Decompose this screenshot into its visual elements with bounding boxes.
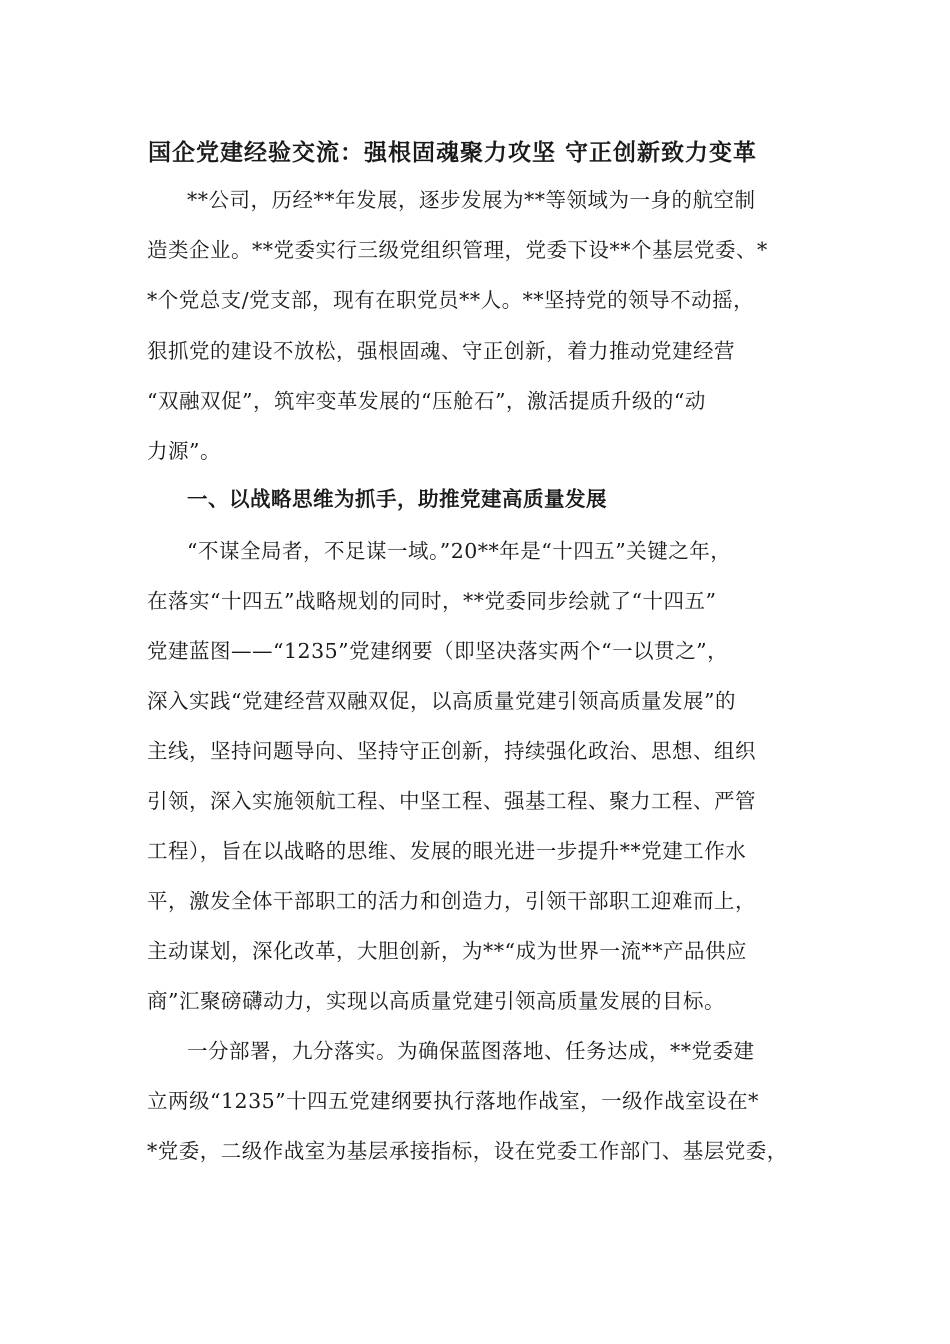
paragraph-2-line-4: 深入实践“党建经营双融双促，以高质量党建引领高质量发展”的 [147, 689, 736, 713]
document-title: 国企党建经验交流：强根固魂聚力攻坚 守正创新致力变革 [148, 139, 758, 166]
paragraph-2-line-8: 平，激发全体干部职工的活力和创造力，引领干部职工迎难而上， [147, 889, 756, 913]
paragraph-2-line-9: 主动谋划，深化改革，大胆创新，为**“成为世界一流**产品供应 [147, 939, 747, 963]
paragraph-1-line-3: *个党总支/党支部，现有在职党员**人。**坚持党的领导不动摇， [147, 288, 755, 312]
paragraph-1-line-1: **公司，历经**年发展，逐步发展为**等领域为一身的航空制 [187, 188, 756, 212]
paragraph-2-line-7: 工程），旨在以战略的思维、发展的眼光进一步提升**党建工作水 [147, 839, 747, 863]
paragraph-3-line-2: 立两级“1235”十四五党建纲要执行落地作战室，一级作战室设在* [147, 1089, 759, 1113]
paragraph-1-line-6: 力源”。 [147, 439, 221, 463]
paragraph-3-line-1: 一分部署，九分落实。为确保蓝图落地、任务达成，**党委建 [187, 1039, 755, 1063]
paragraph-3-line-3: *党委，二级作战室为基层承接指标，设在党委工作部门、基层党委， [147, 1139, 788, 1163]
paragraph-2-line-1: “不谋全局者，不足谋一域。”20**年是“十四五”关键之年， [187, 539, 732, 563]
paragraph-2-line-5: 主线，坚持问题导向、坚持守正创新，持续强化政治、思想、组织 [147, 739, 756, 763]
section-heading-1: 一、以战略思维为抓手，助推党建高质量发展 [187, 487, 607, 511]
paragraph-2-line-6: 引领，深入实施领航工程、中坚工程、强基工程、聚力工程、严管 [147, 789, 756, 813]
paragraph-2-line-2: 在落实“十四五”战略规划的同时，**党委同步绘就了“十四五” [147, 589, 717, 613]
paragraph-1-line-4: 狠抓党的建设不放松，强根固魂、守正创新，着力推动党建经营 [147, 339, 735, 363]
paragraph-2-line-3: 党建蓝图——“1235”党建纲要（即坚决落实两个“一以贯之”， [147, 639, 729, 663]
paragraph-2-line-10: 商”汇聚磅礴动力，实现以高质量党建引领高质量发展的目标。 [147, 989, 725, 1013]
paragraph-1-line-2: 造类企业。**党委实行三级党组织管理，党委下设**个基层党委、* [147, 238, 768, 262]
paragraph-1-line-5: “双融双促”，筑牢变革发展的“压舱石”，激活提质升级的“动 [147, 389, 706, 413]
